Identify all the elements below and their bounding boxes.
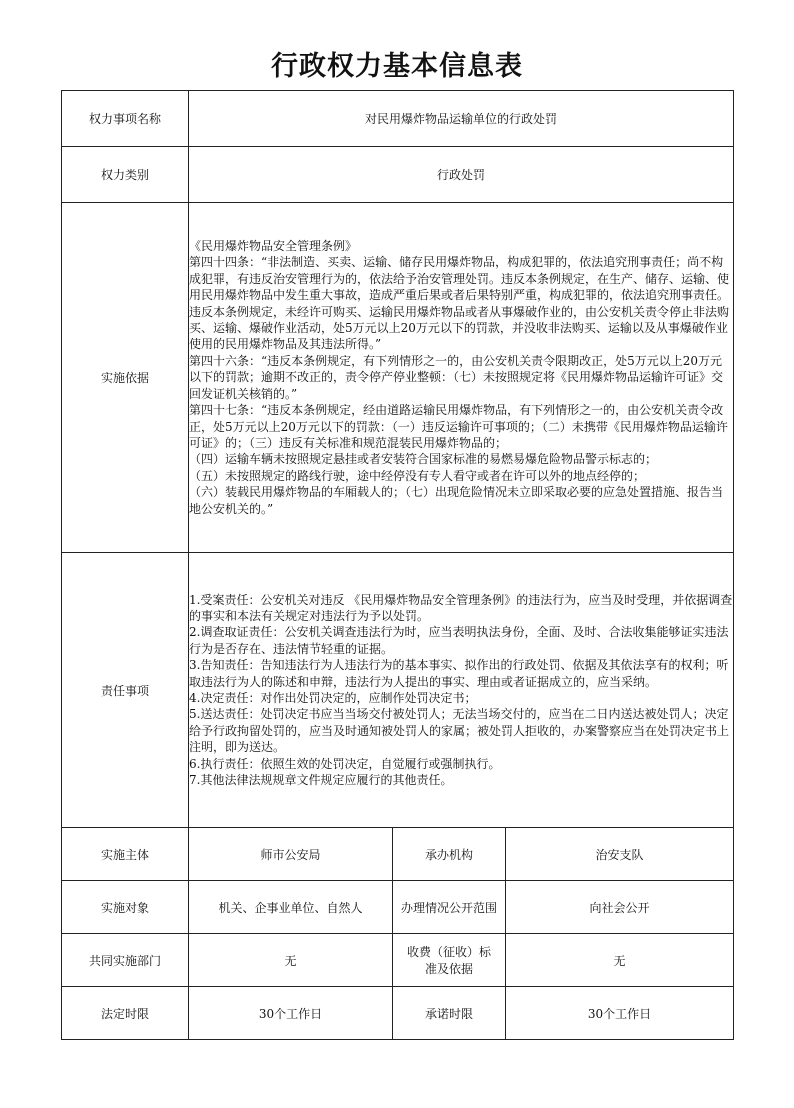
row-dept	[62, 934, 734, 987]
fee-label: 收费（征收）标准及依据	[393, 934, 506, 987]
target-value: 机关、企事业单位、自然人	[189, 881, 393, 934]
basis-line: （四）运输车辆未按照规定悬挂或者安装符合国家标准的易燃易爆危险物品警示标志的；	[189, 452, 658, 467]
disclosure-label: 办理情况公开范围	[393, 881, 506, 934]
dept-value: 无	[189, 934, 393, 987]
basis-line: 《民用爆炸物品安全管理条例》	[189, 239, 358, 254]
disclosure-value: 向社会公开	[506, 881, 734, 934]
duty-line: 7.其他法律法规规章文件规定应履行的其他责任。	[189, 773, 453, 788]
duty-label: 责任事项	[62, 553, 189, 828]
duty-line: 3.告知责任：告知违法行为人违法行为的基本事实、拟作出的行政处罚、依据及其依法享有的权利；听取违法行为人的陈述和申辩，违法行为人提出的事实、理由或者证据成立的，应当采纳。	[189, 658, 729, 689]
name-value: 对民用爆炸物品运输单位的行政处罚	[189, 91, 734, 147]
legal-time-value: 30个工作日	[189, 987, 393, 1040]
basis-label: 实施依据	[62, 203, 189, 553]
promise-time-value: 30个工作日	[506, 987, 734, 1040]
agency-label: 承办机构	[393, 828, 506, 881]
row-target	[62, 881, 734, 934]
subject-label: 实施主体	[62, 828, 189, 881]
subject-value: 师市公安局	[189, 828, 393, 881]
category-value: 行政处罚	[189, 147, 734, 203]
page-title: 行政权力基本信息表	[271, 51, 523, 82]
legal-time-label: 法定时限	[62, 987, 189, 1040]
target-label: 实施对象	[62, 881, 189, 934]
basis-text	[189, 203, 734, 553]
fee-value: 无	[506, 934, 734, 987]
dept-label: 共同实施部门	[62, 934, 189, 987]
row-subject	[62, 828, 734, 881]
duty-line: 2.调查取证责任：公安机关调查违法行为时，应当表明执法身份，全面、及时、合法收集能够证实违法行为是否存在、违法情节轻重的证据。	[189, 625, 729, 656]
agency-value: 治安支队	[506, 828, 734, 881]
info-table	[61, 90, 734, 1040]
basis-line: 第四十四条：“非法制造、买卖、运输、储存民用爆炸物品，构成犯罪的，依法追究刑事责任；尚不构成犯罪，有违反治安管理行为的，依法给予治安管理处罚。违反本条例规定，在生产、储存、运输、使用民用爆炸物品中发生重大事故，造成严重后果或者后果特别严重，构成犯罪的，依法追究刑事责任。违反本条例规定，未经许可购买、运输民用爆炸物品或者从事爆破作业的，由公安机关责令停止非法购买、运输、爆破作业活动，处5万元以上20万元以下的罚款，并没收非法购买、运输以及从事爆破作业使用的民用爆炸物品及其违法所得。”	[189, 255, 730, 352]
name-label: 权力事项名称	[62, 91, 189, 147]
duty-line: 1.受案责任：公安机关对违反 《民用爆炸物品安全管理条例》的违法行为，应当及时受理，并依据调查的事实和本法有关规定对违法行为予以处罚。	[189, 592, 733, 623]
row-time	[62, 987, 734, 1040]
duty-text	[189, 553, 734, 828]
category-label: 权力类别	[62, 147, 189, 203]
duty-line: 4.决定责任：对作出处罚决定的，应制作处罚决定书；	[189, 691, 477, 705]
basis-line: （六）装载民用爆炸物品的车厢载人的；（七）出现危险情况未立即采取必要的应急处置措施、报告当地公安机关的。”	[189, 485, 724, 516]
row-duty	[62, 553, 734, 828]
basis-line: （五）未按照规定的路线行驶，途中经停没有专人看守或者在许可以外的地点经停的；	[189, 468, 646, 483]
basis-line: 第四十七条：“违反本条例规定，经由道路运输民用爆炸物品，有下列情形之一的，由公安机关责令改正，处5万元以上20万元以下的罚款：（一）违反运输许可事项的；（二）未携带《民用爆炸物品运输许可证》的；（三）违反有关标准和规范混装民用爆炸物品的；	[189, 403, 728, 450]
duty-line: 6.执行责任：依照生效的处罚决定，自觉履行或强制执行。	[189, 756, 501, 771]
row-category	[62, 147, 734, 203]
row-name	[62, 91, 734, 147]
basis-line: 第四十六条：“违反本条例规定，有下列情形之一的，由公安机关责令限期改正，处5万元以上20万元以下的罚款；逾期不改正的，责令停产停业整顿：（七）未按照规定将《民用爆炸物品运输许可证》交回发证机关核销的。”	[189, 353, 724, 401]
duty-line: 5.送达责任：处罚决定书应当当场交付被处罚人；无法当场交付的，应当在二日内送达被处罚人；决定给予行政拘留处罚的，应当及时通知被处罚人的家属；被处罚人拒收的，办案警察应当在处罚决定书上注明，即为送达。	[189, 707, 730, 755]
promise-time-label: 承诺时限	[393, 987, 506, 1040]
row-basis	[62, 203, 734, 553]
